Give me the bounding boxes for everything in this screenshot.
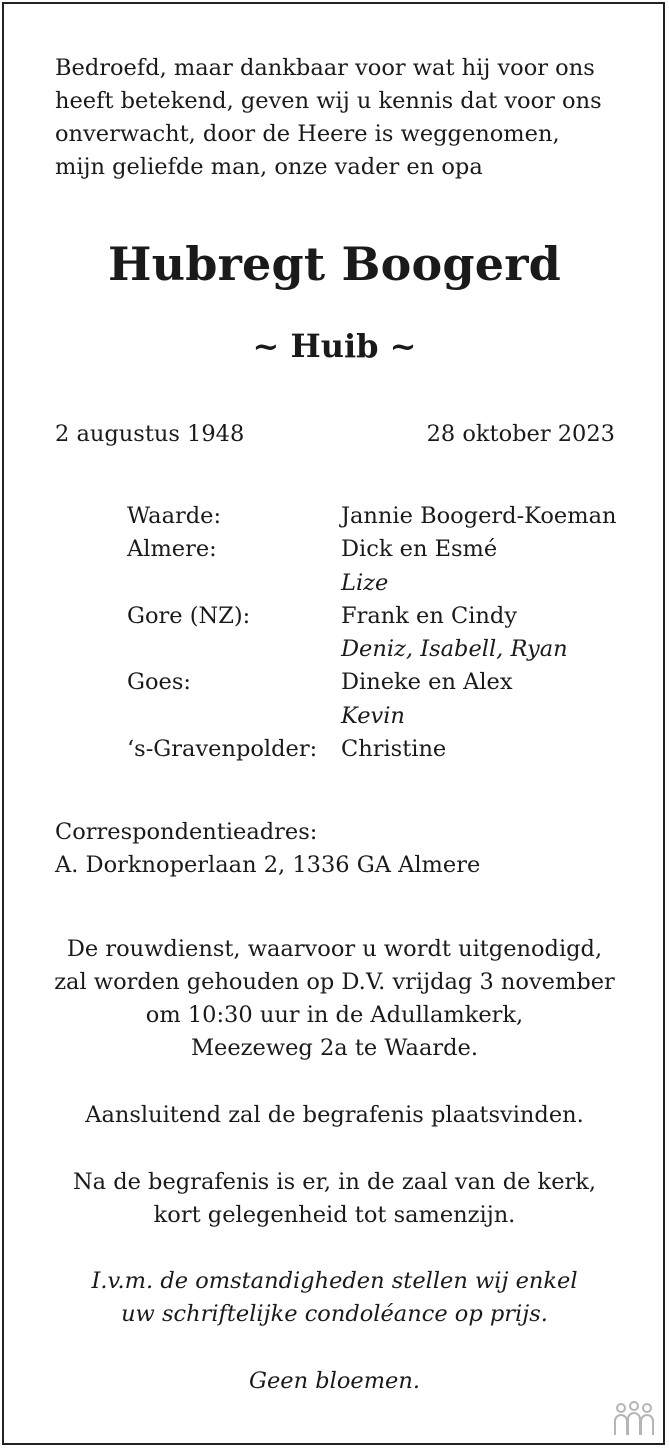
relative-grandchildren: Lize xyxy=(341,569,389,596)
condolence-line: I.v.m. de omstandigheden stellen wij enkel xyxy=(91,1268,578,1294)
relative-row-children xyxy=(127,567,627,600)
service-line: om 10:30 uur in de Adullamkerk, xyxy=(145,1002,524,1028)
relative-names: Dick en Esmé xyxy=(341,536,498,563)
relative-place: Almere: xyxy=(127,536,217,563)
intro-line: heeft betekend, geven wij u kennis dat voor ons xyxy=(55,88,602,114)
correspondence-block xyxy=(55,816,615,882)
gathering-line: kort gelegenheid tot samenzijn. xyxy=(153,1202,516,1228)
gathering-info xyxy=(0,1166,669,1232)
service-info xyxy=(0,933,669,1065)
service-line: De rouwdienst, waarvoor u wordt uitgenodigd, xyxy=(66,936,603,962)
death-date: 28 oktober 2023 xyxy=(426,421,615,447)
correspondence-label: Correspondentieadres: xyxy=(55,819,318,845)
condolence-line: uw schriftelijke condoléance op prijs. xyxy=(121,1301,548,1327)
intro-line: mijn geliefde man, onze vader en opa xyxy=(55,154,483,180)
relative-place: Goes: xyxy=(127,669,191,696)
intro-line: Bedroefd, maar dankbaar voor wat hij voor ons xyxy=(55,55,595,81)
relative-row xyxy=(127,533,627,566)
relative-row xyxy=(127,600,627,633)
relative-place xyxy=(127,700,341,733)
gathering-line: Na de begrafenis is er, in de zaal van de kerk, xyxy=(72,1169,597,1195)
relative-names: Jannie Boogerd-Koeman xyxy=(341,503,617,529)
relative-names: Dineke en Alex xyxy=(341,669,513,696)
deceased-name: Hubregt Boogerd xyxy=(107,237,562,291)
relative-place: ‘s-Gravenpolder: xyxy=(127,736,318,763)
relative-place xyxy=(127,633,341,666)
relative-row xyxy=(127,500,627,533)
correspondence-address: A. Dorknoperlaan 2, 1336 GA Almere xyxy=(55,852,481,878)
service-line: zal worden gehouden op D.V. vrijdag 3 november xyxy=(54,969,615,995)
no-flowers-note: Geen bloemen. xyxy=(248,1368,420,1394)
relative-names: Christine xyxy=(341,736,447,763)
people-group-icon xyxy=(611,1399,657,1439)
birth-date: 2 augustus 1948 xyxy=(55,421,245,447)
relative-row xyxy=(127,666,627,699)
burial-info: Aansluitend zal de begrafenis plaatsvinden. xyxy=(85,1102,584,1128)
relative-names: Frank en Cindy xyxy=(341,602,518,629)
condolence-info xyxy=(0,1265,669,1331)
relative-grandchildren: Deniz, Isabell, Ryan xyxy=(341,636,568,663)
service-line: Meezeweg 2a te Waarde. xyxy=(191,1035,478,1061)
relative-row-children xyxy=(127,633,627,666)
deceased-nickname: ~ Huib ~ xyxy=(252,327,417,365)
relative-place: Gore (NZ): xyxy=(127,602,251,629)
relative-place: Waarde: xyxy=(127,503,222,529)
relative-place xyxy=(127,567,341,600)
relative-row xyxy=(127,733,627,766)
relative-row-children xyxy=(127,700,627,733)
intro-text xyxy=(55,52,615,184)
relatives-list xyxy=(127,500,627,766)
relative-grandchildren: Kevin xyxy=(341,702,405,729)
intro-line: onverwacht, door de Heere is weggenomen, xyxy=(55,121,560,147)
